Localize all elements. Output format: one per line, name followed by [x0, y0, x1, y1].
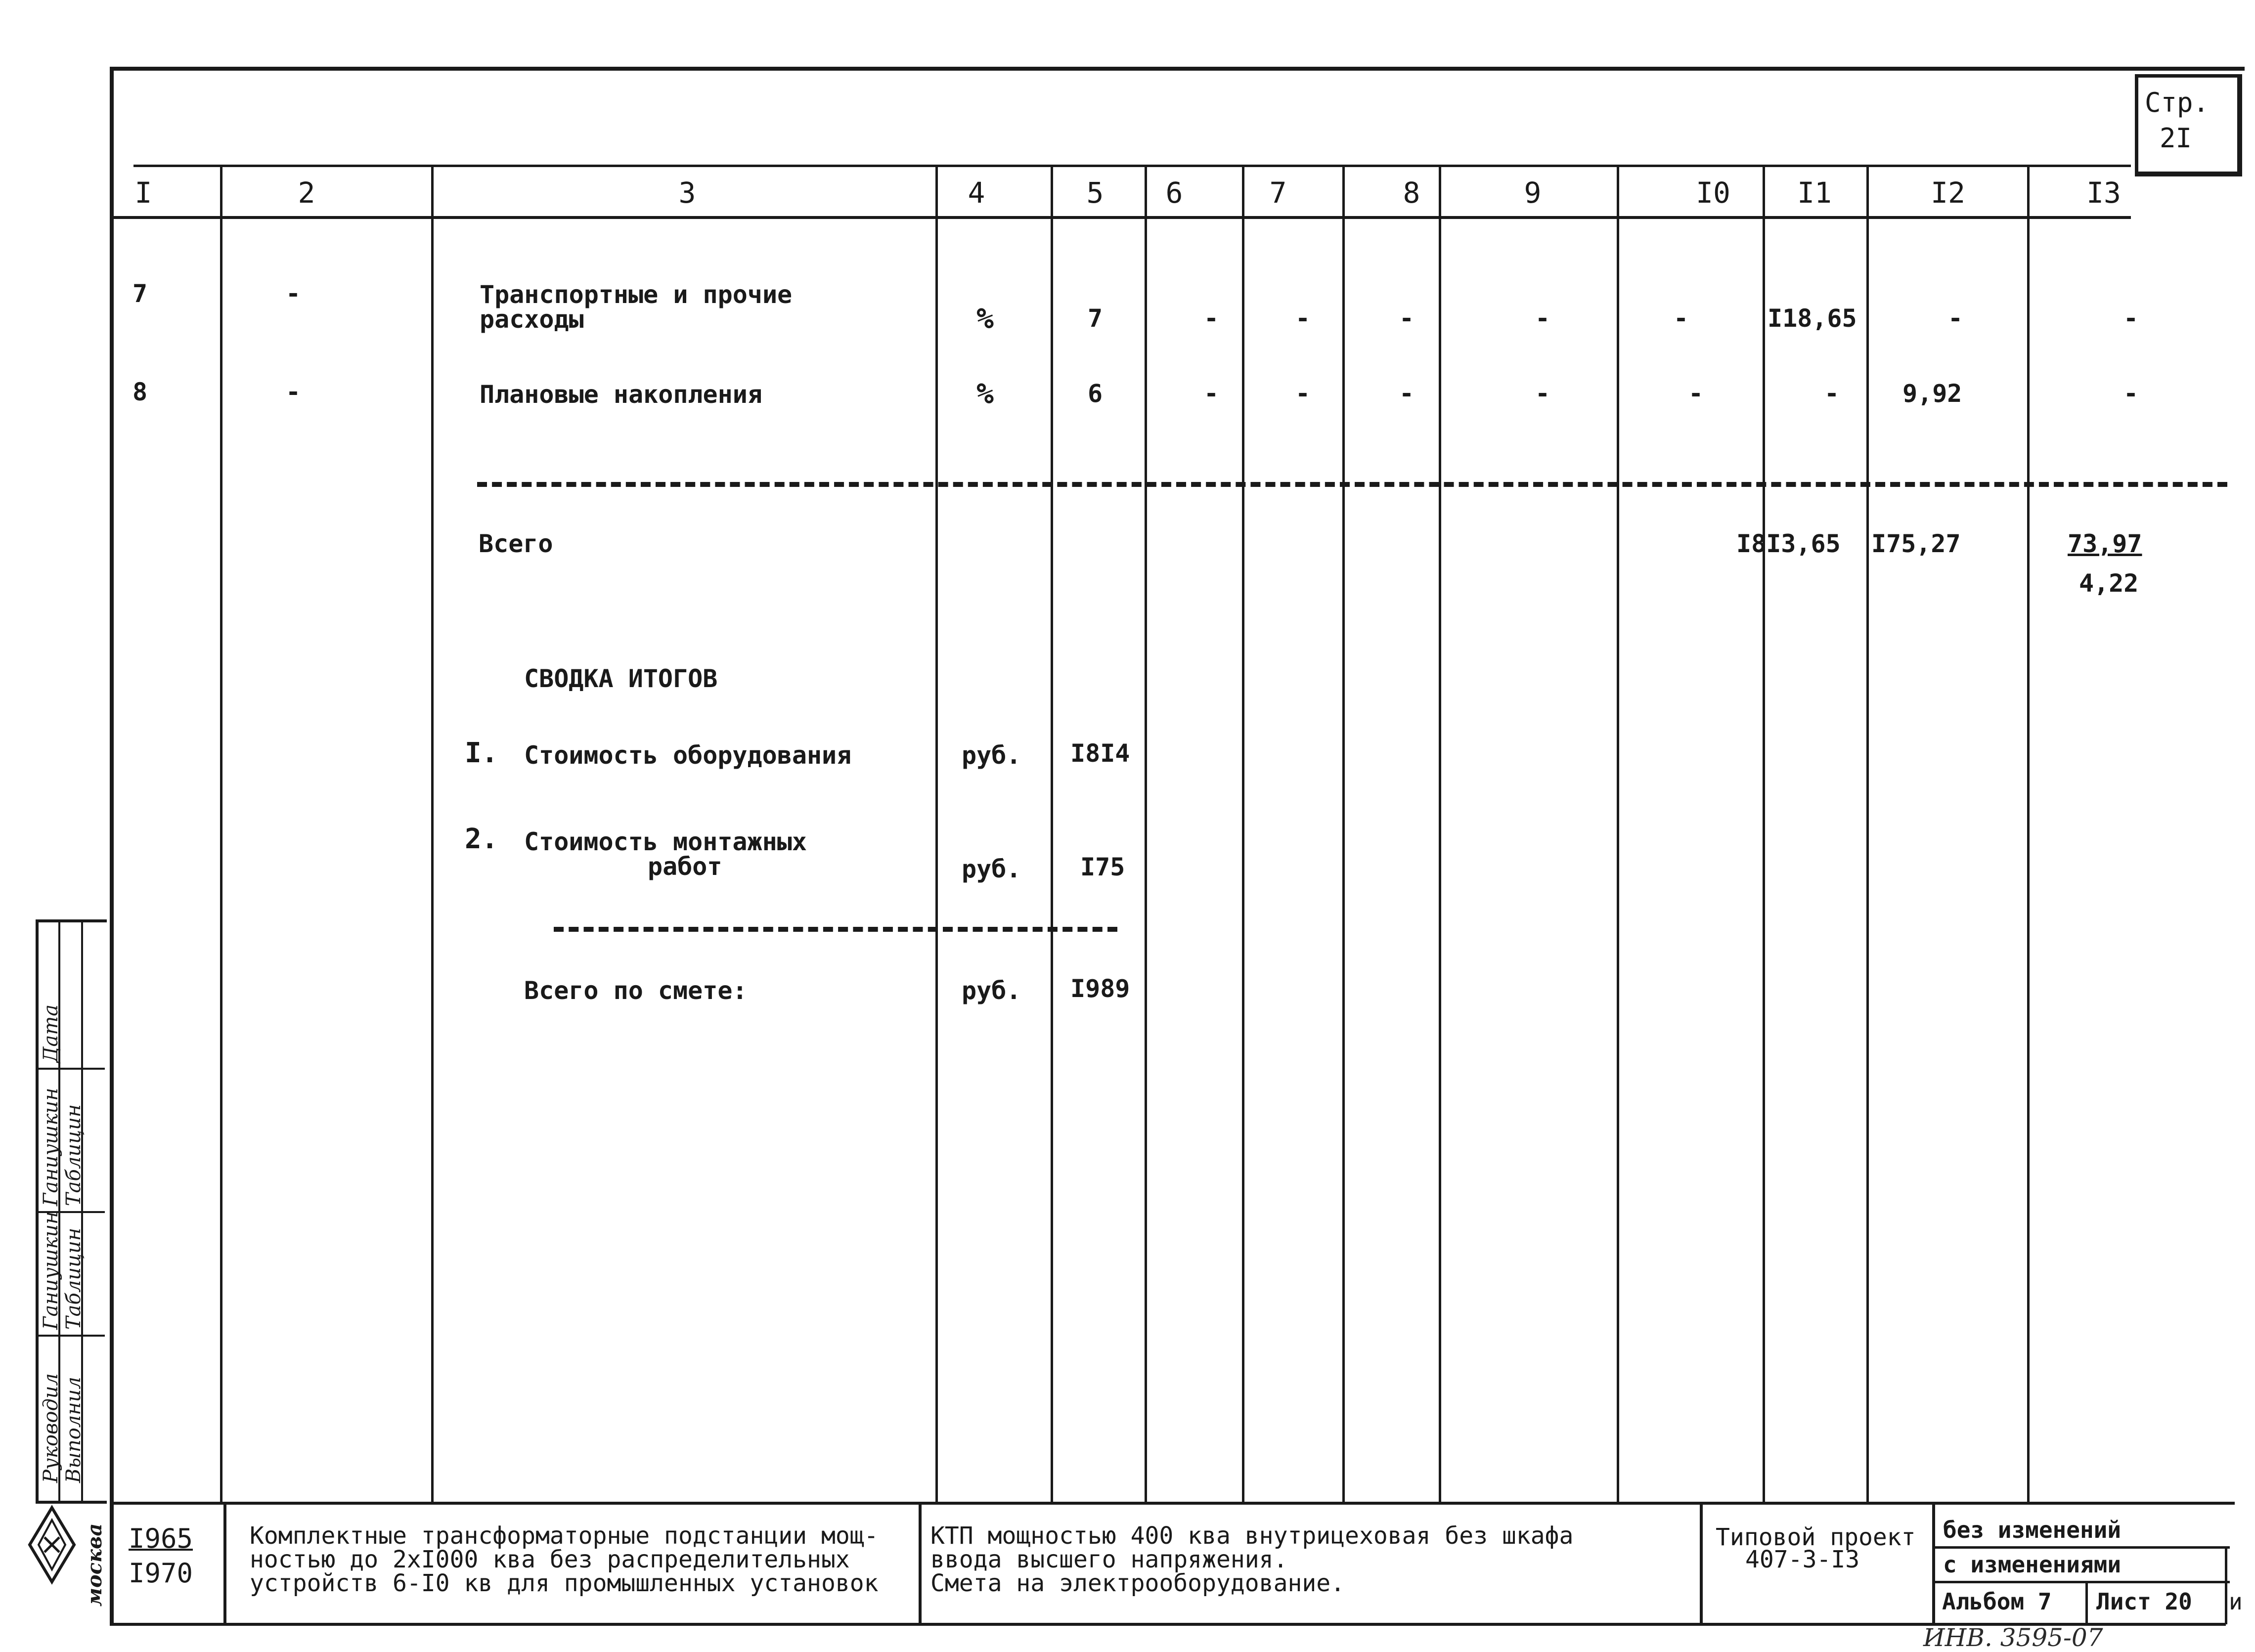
- row-8-c10: -: [1688, 379, 1704, 408]
- header-bottom-line: [114, 216, 2131, 219]
- side-sign-lead: Ганиушкин: [40, 1087, 62, 1206]
- total-c11: I8I3,65: [1736, 529, 1841, 558]
- with-changes-label: с изменениями: [1943, 1551, 2122, 1578]
- summary-item-2-label-line2: работ: [648, 852, 722, 881]
- side-sign-exec: Таблицин: [62, 1104, 85, 1206]
- page-label: Стр.: [2145, 87, 2210, 118]
- years-top: I965: [129, 1523, 193, 1554]
- institute-logo-icon: [25, 1503, 79, 1587]
- summary-item-2-label-line1: Стоимость монтажных: [524, 827, 807, 856]
- summary-item-2-num: 2.: [465, 823, 498, 855]
- row-8-c11: -: [1824, 379, 1840, 408]
- col-header-3: 3: [678, 176, 696, 210]
- row-7-c8: -: [1399, 304, 1415, 333]
- total-c13-bottom: 4,22: [2079, 569, 2139, 598]
- title-block-sep-3: [1700, 1503, 1703, 1624]
- col-header-9: 9: [1524, 176, 1542, 210]
- page-number: 2I: [2160, 123, 2192, 154]
- row-8-unit: %: [976, 377, 994, 410]
- subject-line-3: Смета на электрооборудование.: [930, 1569, 1345, 1597]
- row-7-c12: -: [1948, 304, 1963, 333]
- subject-line-2: ввода высшего напряжения.: [930, 1546, 1288, 1573]
- row-7-c6: -: [1204, 304, 1219, 333]
- col-header-2: 2: [298, 176, 315, 210]
- col-sep-5: [1145, 167, 1147, 1502]
- row-8-c12: 9,92: [1902, 379, 1962, 408]
- row-8-name: Плановые накопления: [480, 380, 762, 409]
- row-8-code: -: [286, 378, 301, 406]
- side-name-lead: Ганиушкин: [40, 1211, 62, 1330]
- description-line-1: Комплектные трансформаторные подстанции мощ-: [250, 1522, 879, 1550]
- side-name-exec: Таблицин: [62, 1227, 85, 1330]
- title-block-sep-2: [919, 1503, 922, 1624]
- title-block-changes-line-1: [1933, 1546, 2230, 1549]
- row-7-name-line1: Транспортные и прочие: [480, 280, 793, 309]
- sheet-suffix: и: [2229, 1588, 2243, 1615]
- years-bottom: I970: [129, 1558, 193, 1589]
- title-block-top-line: [114, 1502, 2235, 1505]
- row-7-num: 7: [133, 279, 148, 308]
- col-sep-4: [1051, 167, 1053, 1502]
- col-header-8: 8: [1403, 176, 1420, 210]
- row-7-name-line2: расходы: [480, 305, 584, 334]
- col-header-7: 7: [1269, 176, 1287, 210]
- summary-item-1-num: I.: [465, 737, 498, 769]
- col-sep-7: [1342, 167, 1345, 1502]
- description-line-3: устройств 6-I0 кв для промышленных установок: [250, 1569, 879, 1597]
- project-line-1: Типовой проект: [1716, 1523, 1916, 1551]
- col-header-5: 5: [1086, 176, 1104, 210]
- row-7-c13: -: [2123, 304, 2139, 333]
- row-8-c13: -: [2123, 379, 2139, 408]
- side-stamp-row-line-1: [36, 1068, 105, 1070]
- side-role-exec: Выполнил: [62, 1377, 85, 1483]
- col-header-13: I3: [2086, 176, 2121, 210]
- title-block-changes-line-2: [1933, 1581, 2230, 1583]
- row-8-qty: 6: [1088, 379, 1103, 408]
- col-sep-11: [1866, 167, 1869, 1502]
- row-7-code: -: [286, 279, 301, 308]
- row-7-c9: -: [1535, 304, 1550, 333]
- col-sep-12: [2027, 167, 2030, 1502]
- sheet-label: Лист 20: [2096, 1588, 2192, 1615]
- grand-total-unit: руб.: [962, 976, 1021, 1005]
- row-7-qty: 7: [1088, 304, 1103, 333]
- description-line-2: ностью до 2хI000 ква без распределительных: [250, 1546, 850, 1573]
- summary-item-2-unit: руб.: [962, 855, 1021, 883]
- col-sep-2: [431, 167, 434, 1502]
- total-c12: I75,27: [1871, 529, 1961, 558]
- row-7-unit: %: [976, 302, 994, 335]
- total-c13-top: 73,97: [2068, 529, 2142, 558]
- col-header-11: I1: [1797, 176, 1832, 210]
- title-block-right-edge: [2225, 1546, 2227, 1624]
- summary-dashed-line: [554, 927, 1117, 932]
- side-stamp-row-line-3: [36, 1335, 105, 1337]
- summary-item-1-unit: руб.: [962, 741, 1021, 770]
- row-8-num: 8: [133, 378, 148, 406]
- row-8-c8: -: [1399, 379, 1415, 408]
- inventory-number: ИНВ. 3595-07: [1923, 1623, 2103, 1652]
- project-line-2: 407-3-I3: [1745, 1546, 1860, 1573]
- col-header-4: 4: [968, 176, 985, 210]
- summary-item-1-value: I8I4: [1070, 739, 1130, 768]
- col-header-1: I: [134, 176, 152, 210]
- album-label: Альбом 7: [1942, 1588, 2052, 1615]
- col-sep-3: [935, 167, 938, 1502]
- no-changes-label: без изменений: [1943, 1517, 2122, 1543]
- row-8-c7: -: [1295, 379, 1311, 408]
- col-sep-6: [1242, 167, 1244, 1502]
- col-header-6: 6: [1165, 176, 1183, 210]
- col-sep-9: [1617, 167, 1619, 1502]
- row-8-c9: -: [1535, 379, 1550, 408]
- summary-item-2-value: I75: [1080, 853, 1125, 881]
- totals-dashed-line: [477, 482, 2227, 487]
- side-role-lead: Руководил: [40, 1373, 62, 1483]
- frame-top-border: [111, 67, 2245, 71]
- grand-total-value: I989: [1070, 974, 1130, 1003]
- row-8-c6: -: [1204, 379, 1219, 408]
- col-header-12: I2: [1931, 176, 1965, 210]
- grand-total-label: Всего по смете:: [524, 976, 748, 1005]
- row-7-c11: I18,65: [1768, 304, 1857, 333]
- side-date-label: Дата: [40, 1004, 62, 1063]
- frame-left-border: [110, 67, 114, 1625]
- row-7-c10: -: [1674, 304, 1689, 333]
- total-label: Всего: [479, 529, 553, 558]
- summary-title: СВОДКА ИТОГОВ: [524, 664, 718, 693]
- col-header-10: I0: [1696, 176, 1730, 210]
- side-city: москва: [83, 1523, 106, 1607]
- title-block-sep-1: [223, 1503, 226, 1624]
- summary-item-1-label: Стоимость оборудования: [524, 741, 852, 770]
- title-block-album-sep: [2085, 1582, 2088, 1624]
- row-7-c7: -: [1295, 304, 1311, 333]
- col-sep-1: [220, 167, 222, 1502]
- subject-line-1: КТП мощностью 400 ква внутрицеховая без шкафа: [930, 1522, 1574, 1550]
- title-block-sep-4: [1932, 1503, 1935, 1624]
- col-sep-10: [1763, 167, 1765, 1502]
- frame-bottom-border: [110, 1623, 2226, 1626]
- col-sep-8: [1439, 167, 1441, 1502]
